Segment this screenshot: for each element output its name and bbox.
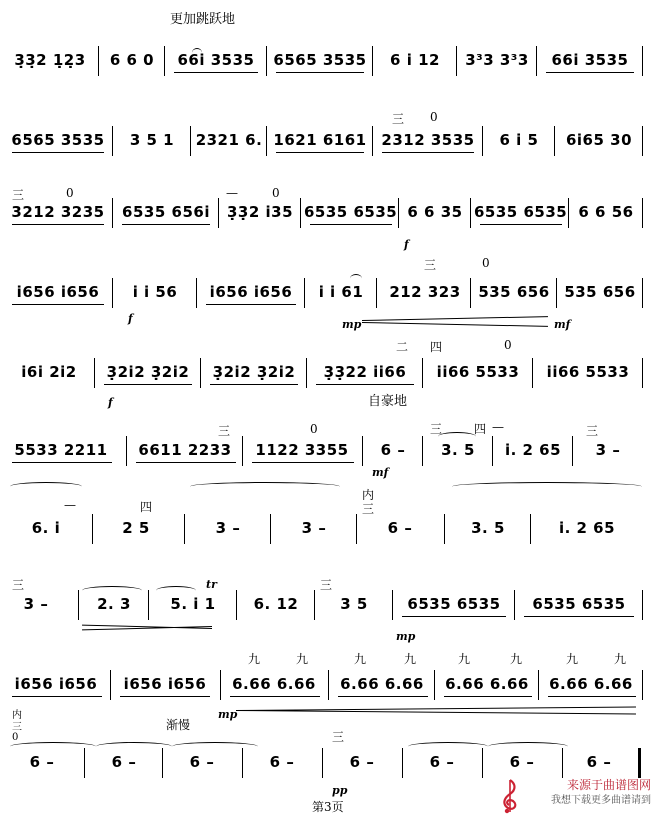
watermark-line: 我想下载更多曲谱请到 <box>551 795 651 806</box>
measure: 3³3 3³3 <box>465 51 529 69</box>
barline <box>572 436 573 466</box>
measure: 6 – <box>387 519 413 537</box>
underline-beam <box>12 696 102 697</box>
slur <box>190 482 340 491</box>
string-indicator: 0 <box>430 110 438 124</box>
measure: 2. 3 <box>97 595 131 613</box>
measure: 3̣2i2 3̣2i2 <box>106 363 190 381</box>
measure: 6 6 0 <box>109 51 155 69</box>
string-indicator: — <box>64 498 76 512</box>
measure: ii66 5533 <box>546 363 630 381</box>
slur <box>438 432 476 441</box>
barline <box>266 126 267 156</box>
string-indicator: 0 <box>310 422 318 436</box>
barline <box>444 514 445 544</box>
measure: 6.66 6.66 <box>445 675 529 693</box>
measure: i656 i656 <box>209 283 293 301</box>
measure: 66i 3535 <box>177 51 255 69</box>
barline <box>112 198 113 228</box>
measure: 3̣3̣2 i35 <box>226 203 294 221</box>
measure: 6 – <box>111 753 137 771</box>
watermark-line: 来源于曲谱图网 <box>566 778 651 792</box>
dynamic-mark: f <box>404 238 409 251</box>
underline-beam <box>546 72 634 73</box>
string-indicator: 三 <box>332 730 345 744</box>
string-indicator: 三 <box>424 258 437 272</box>
barline <box>642 670 643 700</box>
barline <box>242 748 243 778</box>
barline <box>392 590 393 620</box>
string-indicator: 0 <box>272 186 280 200</box>
string-indicator: 三 <box>12 188 25 202</box>
underline-beam <box>338 696 428 697</box>
string-indicator: 三 <box>12 722 22 733</box>
underline-beam <box>12 304 104 305</box>
barline <box>196 278 197 308</box>
string-indicator: 九 <box>566 652 579 666</box>
staff-row <box>6 420 646 480</box>
underline-beam <box>402 616 506 617</box>
barline <box>92 514 93 544</box>
barline <box>220 670 221 700</box>
staff-row <box>6 30 646 90</box>
barline <box>242 436 243 466</box>
slur <box>350 274 362 283</box>
string-indicator: 三 <box>320 578 333 592</box>
measure: 2312 3535 <box>381 131 475 149</box>
string-indicator: 四 <box>474 422 487 436</box>
measure: 6.66 6.66 <box>232 675 316 693</box>
string-indicator: 0 <box>504 338 512 352</box>
measure: 6i65 30 <box>565 131 633 149</box>
staff-row <box>6 652 646 721</box>
expression-text: 更加跳跃地 <box>170 12 236 27</box>
barline <box>184 514 185 544</box>
underline-beam <box>136 462 236 463</box>
underline-beam <box>12 224 104 225</box>
measure: 6535 656i <box>122 203 210 221</box>
measure: 6 i 12 <box>390 51 440 69</box>
barline <box>422 358 423 388</box>
underline-beam <box>382 152 474 153</box>
barline <box>376 278 377 308</box>
measure: 6. 12 <box>253 595 299 613</box>
underline-beam <box>548 696 636 697</box>
string-indicator: 三 <box>218 424 231 438</box>
barline <box>514 590 515 620</box>
measure: 3̣3̣22 ii66 <box>323 363 407 381</box>
barline <box>270 514 271 544</box>
page-number: 第3页 <box>312 800 344 814</box>
barline <box>356 514 357 544</box>
barline <box>568 198 569 228</box>
barline <box>556 278 557 308</box>
measure: 3̣2i2 3̣2i2 <box>212 363 296 381</box>
string-indicator: 0 <box>12 732 19 743</box>
measure: 6 6 35 <box>407 203 463 221</box>
measure: i i 61 <box>318 283 364 301</box>
string-indicator: 三 <box>430 422 443 436</box>
barline <box>536 46 537 76</box>
dynamic-mark: mp <box>342 318 362 331</box>
barline <box>112 126 113 156</box>
string-indicator: — <box>226 186 238 200</box>
dynamic-mark: f <box>108 396 113 409</box>
measure: 6 – <box>29 753 55 771</box>
barline <box>642 46 643 76</box>
measure: 6565 3535 <box>11 131 105 149</box>
dynamic-mark: f <box>128 312 133 325</box>
measure: 2 5 <box>122 519 150 537</box>
barline <box>562 748 563 778</box>
underline-beam <box>444 696 532 697</box>
measure: 6 – <box>269 753 295 771</box>
barline <box>164 46 165 76</box>
staff-row <box>6 110 646 170</box>
measure: 3 5 <box>340 595 368 613</box>
string-indicator: 二 <box>396 340 409 354</box>
measure: 6.66 6.66 <box>340 675 424 693</box>
string-indicator: 内 <box>362 488 375 502</box>
dynamic-mark: pp <box>332 784 348 797</box>
barline <box>642 126 643 156</box>
measure: 6. i <box>31 519 61 537</box>
crescendo-hairpin <box>362 322 548 327</box>
measure: 6 – <box>349 753 375 771</box>
measure: 5533 2211 <box>14 441 108 459</box>
barline <box>126 436 127 466</box>
measure: i. 2 65 <box>504 441 562 459</box>
underline-beam <box>276 152 364 153</box>
measure: 1122 3355 <box>255 441 349 459</box>
barline <box>362 436 363 466</box>
underline-beam <box>104 384 192 385</box>
barline <box>530 514 531 544</box>
barline <box>470 278 471 308</box>
string-indicator: 三 <box>586 424 599 438</box>
barline <box>98 46 99 76</box>
string-indicator: 三 <box>392 112 405 126</box>
barline <box>642 358 643 388</box>
barline <box>470 198 471 228</box>
barline <box>482 126 483 156</box>
measure: 3̣3̣2 1̣2̣3 <box>14 51 86 69</box>
measure: 6 6 56 <box>578 203 634 221</box>
dynamic-mark: mp <box>218 708 238 721</box>
dynamic-mark: mf <box>372 466 389 479</box>
measure: 2321 6. <box>195 131 263 149</box>
measure: 6535 6535 <box>474 203 568 221</box>
barline <box>200 358 201 388</box>
barline <box>538 670 539 700</box>
measure: 3 – <box>301 519 327 537</box>
dynamic-mark: mp <box>396 630 416 643</box>
string-indicator: 九 <box>404 652 417 666</box>
barline <box>110 670 111 700</box>
measure: i. 2 65 <box>558 519 616 537</box>
measure: 3. 5 <box>441 441 475 459</box>
barline <box>314 590 315 620</box>
measure: i656 i656 <box>123 675 207 693</box>
barline <box>148 590 149 620</box>
barline <box>236 590 237 620</box>
trill-mark: tr <box>206 578 217 591</box>
measure: 3 5 1 <box>129 131 175 149</box>
staff-row <box>6 574 646 643</box>
underline-beam <box>210 384 298 385</box>
measure: 6535 6535 <box>304 203 398 221</box>
measure: 6 i 5 <box>499 131 539 149</box>
expression-text: 渐慢 <box>166 718 191 732</box>
barline <box>306 358 307 388</box>
barline <box>532 358 533 388</box>
watermark <box>551 778 651 808</box>
barline <box>266 46 267 76</box>
measure: ii66 5533 <box>436 363 520 381</box>
slur <box>452 482 642 491</box>
measure: 535 656 <box>564 283 636 301</box>
barline <box>398 198 399 228</box>
barline <box>642 278 643 308</box>
barline <box>482 748 483 778</box>
treble-clef-icon <box>496 778 524 814</box>
staff-row <box>6 488 646 558</box>
string-indicator: 四 <box>430 340 443 354</box>
measure: 535 656 <box>478 283 550 301</box>
underline-beam <box>316 384 414 385</box>
underline-beam <box>524 616 634 617</box>
measure: 6565 3535 <box>273 51 367 69</box>
barline <box>422 436 423 466</box>
measure: i656 i656 <box>16 283 100 301</box>
barline <box>372 46 373 76</box>
barline <box>328 670 329 700</box>
measure: 6 – <box>189 753 215 771</box>
barline <box>402 748 403 778</box>
barline <box>322 748 323 778</box>
underline-beam <box>12 462 112 463</box>
underline-beam <box>12 152 104 153</box>
underline-beam <box>480 224 562 225</box>
measure: i656 i656 <box>14 675 98 693</box>
string-indicator: 三 <box>362 502 375 516</box>
string-indicator: 九 <box>354 652 367 666</box>
barline <box>642 590 643 620</box>
barline <box>642 198 643 228</box>
string-indicator: 0 <box>482 256 490 270</box>
staff-row <box>6 182 646 251</box>
underline-beam <box>206 304 296 305</box>
barline <box>304 278 305 308</box>
string-indicator: 九 <box>614 652 627 666</box>
measure: 66i 3535 <box>551 51 629 69</box>
string-indicator: — <box>492 420 504 434</box>
measure: 3212 3235 <box>11 203 105 221</box>
barline <box>78 590 79 620</box>
dynamic-mark: mf <box>554 318 571 331</box>
string-indicator: 内 <box>12 710 22 721</box>
final-barline <box>638 748 641 778</box>
measure: 6.66 6.66 <box>549 675 633 693</box>
barline <box>492 436 493 466</box>
underline-beam <box>230 696 320 697</box>
barline <box>190 126 191 156</box>
string-indicator: 0 <box>66 186 74 200</box>
expression-text: 自豪地 <box>368 394 408 409</box>
string-indicator: 九 <box>248 652 261 666</box>
underline-beam <box>276 72 364 73</box>
barline <box>434 670 435 700</box>
staff-row <box>6 256 646 331</box>
measure: 6 – <box>429 753 455 771</box>
measure: 3 – <box>595 441 621 459</box>
measure: 6535 6535 <box>407 595 501 613</box>
measure: 3. 5 <box>471 519 505 537</box>
measure: 6611 2233 <box>138 441 232 459</box>
barline <box>218 198 219 228</box>
measure: 6 – <box>380 441 406 459</box>
measure: i6i 2i2 <box>21 363 77 381</box>
measure: i i 56 <box>132 283 178 301</box>
measure: 3 – <box>23 595 49 613</box>
measure: 6535 6535 <box>532 595 626 613</box>
barline <box>112 278 113 308</box>
string-indicator: 四 <box>140 500 153 514</box>
barline <box>456 46 457 76</box>
underline-beam <box>310 224 392 225</box>
barline <box>300 198 301 228</box>
barline <box>372 126 373 156</box>
barline <box>162 748 163 778</box>
barline <box>84 748 85 778</box>
string-indicator: 九 <box>296 652 309 666</box>
measure: 212 323 <box>389 283 461 301</box>
staff-row <box>6 338 646 409</box>
underline-beam <box>174 72 258 73</box>
string-indicator: 三 <box>12 578 25 592</box>
string-indicator: 九 <box>510 652 523 666</box>
underline-beam <box>252 462 354 463</box>
barline <box>554 126 555 156</box>
underline-beam <box>120 696 210 697</box>
slur <box>192 48 202 57</box>
measure: 6 – <box>586 753 612 771</box>
measure: 1621 6161 <box>273 131 367 149</box>
underline-beam <box>122 224 210 225</box>
measure: 3 – <box>215 519 241 537</box>
barline <box>94 358 95 388</box>
measure: 5. i 1 <box>170 595 216 613</box>
string-indicator: 九 <box>458 652 471 666</box>
measure: 6 – <box>509 753 535 771</box>
slur <box>10 482 82 491</box>
